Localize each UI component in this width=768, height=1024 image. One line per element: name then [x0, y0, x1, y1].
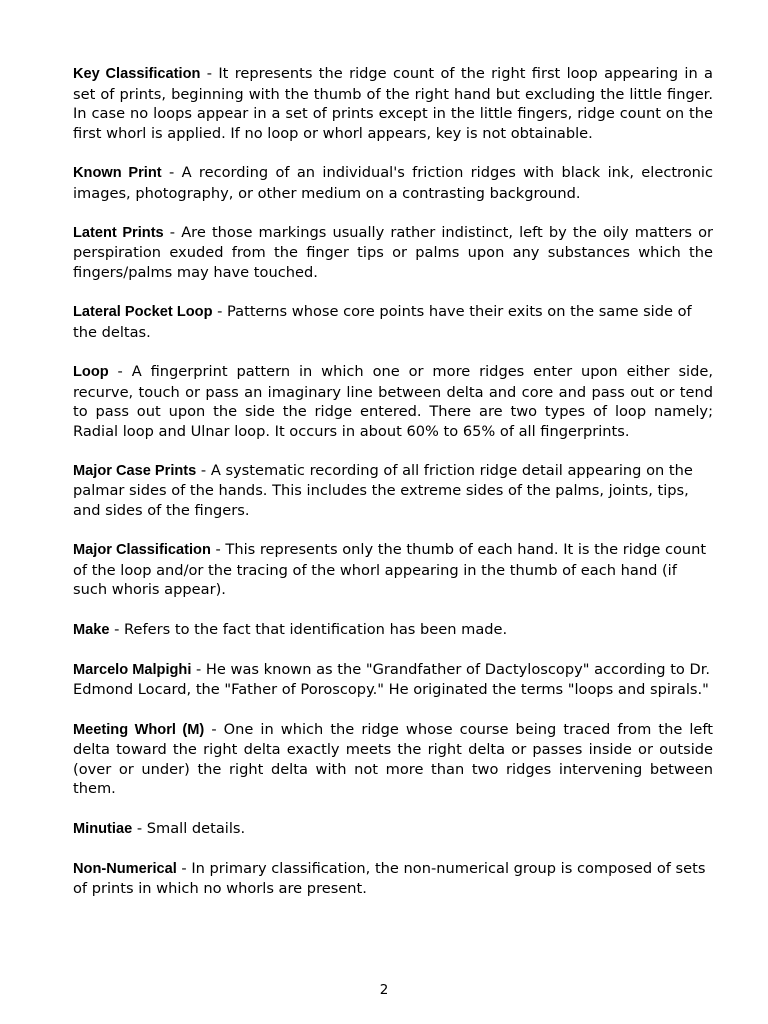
definition-meeting-whorl: - One in which the ridge whose course being traced from the left delta toward the right delta exactly meets the right delta or passes inside or outside (over or under) the right delta with not more than two ridges intervening between them. [73, 720, 713, 798]
definition-major-classification: - This represents only the thumb of each hand. It is the ridge count of the loop and/or the tracing of the whorl appearing in the thumb of each hand (if such whoris appear). [73, 541, 707, 599]
page-number: 2 [379, 982, 389, 998]
glossary-entry-make [73, 620, 713, 641]
definition-key-classification: - It represents the ridge count of the right first loop appearing in a set of prints, beginning with the thumb of the right hand but excluding the little finger. In case no loops appear in a set of prints except in the little fingers, ridge count on the first whorl is applied. If no loop or whorl appears, key is not obtainable. [73, 65, 713, 142]
term-lateral-pocket-loop: Lateral Pocket Loop [73, 304, 213, 321]
term-latent-prints: Latent Prints [73, 224, 164, 241]
definition-latent-prints: - Are those markings usually rather indistinct, left by the oily matters or perspiration exuded from the finger tips or palms upon any substances which the fingers/palms may have touched. [73, 223, 713, 281]
glossary-entry-non-numerical [73, 859, 713, 899]
definition-non-numerical: - In primary classification, the non-numerical group is composed of sets of prints in which no whorls are present. [73, 859, 706, 898]
term-major-case-prints: Major Case Prints [73, 462, 197, 479]
definition-loop: - A fingerprint pattern in which one or more ridges enter upon either side, recurve, touch or pass an imaginary line between delta and core and pass out or tend to pass out upon the side the ridge entered. There are two types of loop namely; Radial loop and Ulnar loop. It occurs in about 60% to 65% of all fingerprints. [73, 362, 713, 440]
definition-known-print: - A recording of an individual's friction ridges with black ink, electronic images, photography, or other medium on a contrasting background. [73, 163, 713, 202]
term-marcelo-malpighi: Marcelo Malpighi [73, 661, 192, 678]
term-make: Make [73, 621, 110, 638]
glossary-entry-meeting-whorl [73, 720, 713, 799]
term-minutiae: Minutiae [73, 820, 133, 837]
glossary-entry-minutiae [73, 819, 713, 840]
glossary-entry-latent-prints [73, 223, 713, 283]
term-known-print: Known Print [73, 164, 162, 181]
definition-make: - Refers to the fact that identification has been made. [109, 620, 508, 638]
definition-minutiae: - Small details. [132, 819, 246, 837]
glossary-entry-major-classification [73, 540, 713, 600]
term-meeting-whorl: Meeting Whorl (M) [73, 721, 205, 738]
definition-lateral-pocket-loop: - Patterns whose core points have their exits on the same side of the deltas. [73, 303, 692, 341]
glossary-entry-loop [73, 362, 713, 441]
glossary-entry-key-classification [73, 64, 713, 143]
term-loop: Loop [73, 363, 109, 380]
definition-marcelo-malpighi: - He was known as the "Grandfather of Dactyloscopy" according to Dr. Edmond Locard, the "Father of Poroscopy." He originated the terms "loops and spirals." [73, 660, 711, 699]
glossary-entry-marcelo-malpighi [73, 660, 713, 700]
term-key-classification: Key Classification [73, 66, 201, 82]
term-major-classification: Major Classification [73, 542, 211, 559]
term-non-numerical: Non-Numerical [73, 860, 177, 877]
glossary-entry-lateral-pocket-loop [73, 302, 713, 342]
glossary-entry-known-print [73, 163, 713, 203]
glossary-entry-major-case-prints [73, 461, 713, 521]
glossary-page [73, 64, 713, 919]
definition-major-case-prints: - A systematic recording of all friction ridge detail appearing on the palmar sides of the hands. This includes the extreme sides of the palms, joints, tips, and sides of the fingers. [73, 461, 693, 520]
